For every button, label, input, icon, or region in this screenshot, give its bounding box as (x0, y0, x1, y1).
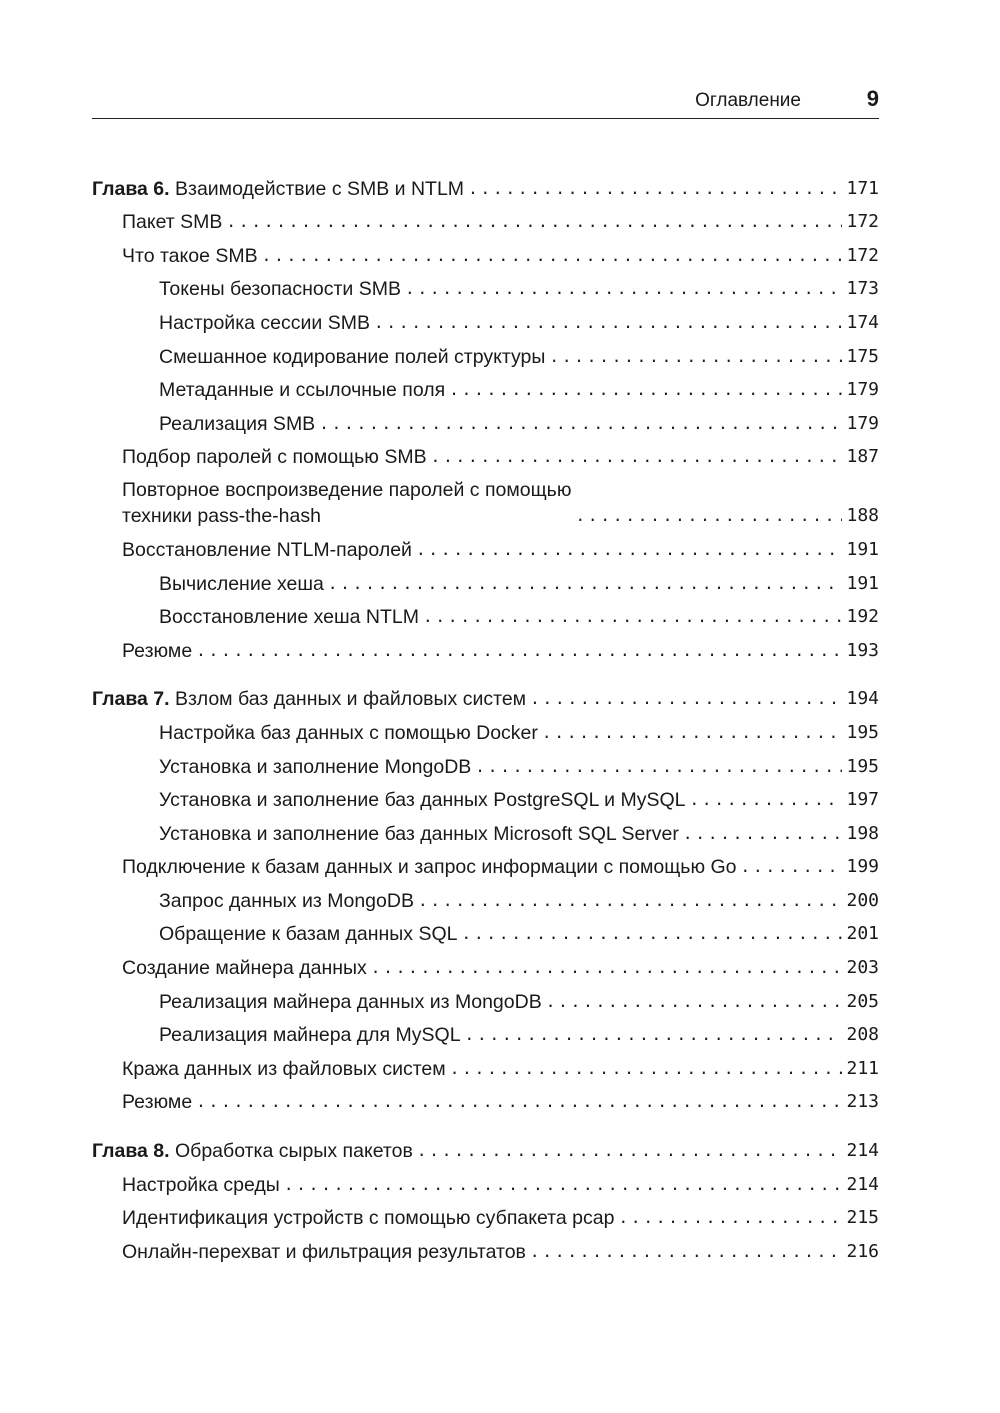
page-ref: 192 (846, 606, 879, 628)
leader-dots (416, 537, 843, 563)
entry-title: Резюме (122, 1091, 193, 1114)
page-ref: 193 (846, 639, 879, 661)
entry-title: Токены безопасности SMB (159, 278, 401, 301)
entry-title: Установка и заполнение баз данных PostgreSQL и MySQL (159, 789, 686, 812)
toc-entry[interactable] (92, 1050, 879, 1084)
toc-entry[interactable] (92, 849, 879, 883)
page-ref: 173 (846, 278, 879, 300)
chapter-title: Взаимодействие с SMB и NTLM (175, 177, 465, 200)
entry-title: Запрос данных из MongoDB (159, 889, 414, 912)
toc-entry[interactable] (92, 1017, 879, 1051)
page-ref: 191 (846, 538, 879, 560)
leader-dots (689, 787, 842, 813)
toc-entry[interactable] (92, 882, 879, 916)
page-ref: 216 (846, 1240, 879, 1262)
toc-chapter-6[interactable] (92, 170, 879, 204)
page-ref: 203 (846, 957, 879, 979)
leader-dots (196, 1089, 842, 1115)
toc-entry[interactable] (92, 237, 879, 271)
entry-title: Вычисление хеша (159, 572, 324, 595)
entry-title: Что такое SMB (122, 244, 258, 267)
leader-dots (546, 989, 843, 1015)
entry-title: Реализация майнера для MySQL (159, 1024, 461, 1047)
leader-dots (284, 1172, 843, 1198)
toc-entry[interactable] (92, 714, 879, 748)
toc-entry[interactable] (92, 372, 879, 406)
page-ref: 175 (846, 345, 879, 367)
table-of-contents (92, 170, 879, 1267)
page-ref: 213 (846, 1091, 879, 1113)
toc-entry[interactable] (92, 304, 879, 338)
entry-title: Настройка среды (122, 1173, 280, 1196)
toc-entry[interactable] (92, 338, 879, 372)
page-ref: 195 (846, 755, 879, 777)
page-ref: 214 (846, 1173, 879, 1195)
toc-entry[interactable] (92, 531, 879, 565)
page-ref: 171 (846, 177, 879, 199)
page-ref: 214 (846, 1140, 879, 1162)
leader-dots (226, 209, 842, 235)
chapter-label: Глава 8. (92, 1140, 170, 1163)
toc-entry[interactable] (92, 599, 879, 633)
chapter-label: Глава 6. (92, 177, 170, 200)
leader-dots (549, 344, 842, 370)
leader-dots (468, 176, 842, 202)
page-ref: 199 (846, 856, 879, 878)
entry-title: Смешанное кодирование полей структуры (159, 345, 546, 368)
toc-entry[interactable] (92, 1200, 879, 1234)
entry-title: Резюме (122, 639, 193, 662)
leader-dots (530, 686, 842, 712)
leader-dots (450, 1056, 843, 1082)
page-ref: 215 (846, 1207, 879, 1229)
leader-dots (575, 503, 842, 529)
page-ref: 174 (846, 311, 879, 333)
entry-title: Реализация SMB (159, 412, 316, 435)
chapter-title: Обработка сырых пакетов (175, 1140, 413, 1163)
page-ref: 208 (846, 1024, 879, 1046)
toc-entry[interactable] (92, 271, 879, 305)
entry-title: Настройка сессии SMB (159, 311, 370, 334)
page-ref: 205 (846, 990, 879, 1012)
page-ref: 172 (846, 211, 879, 233)
entry-title: Кража данных из файловых систем (122, 1057, 446, 1080)
toc-entry[interactable] (92, 1166, 879, 1200)
page-ref: 179 (846, 412, 879, 434)
page-ref: 188 (846, 505, 879, 527)
leader-dots (328, 571, 843, 597)
page-ref: 200 (846, 889, 879, 911)
toc-entry[interactable] (92, 472, 879, 531)
entry-title: Настройка баз данных с помощью Docker (159, 721, 538, 744)
leader-dots (405, 276, 843, 302)
chapter-spacer (92, 666, 879, 681)
toc-entry[interactable] (92, 439, 879, 473)
leader-dots (475, 754, 842, 780)
entry-title: Создание майнера данных (122, 957, 367, 980)
toc-entry[interactable] (92, 405, 879, 439)
toc-entry[interactable] (92, 916, 879, 950)
leader-dots (319, 411, 842, 437)
leader-dots (542, 720, 843, 746)
page-header (92, 84, 879, 119)
entry-title: Идентификация устройств с помощью субпакета pcap (122, 1207, 615, 1230)
toc-entry[interactable] (92, 815, 879, 849)
page-ref: 211 (846, 1057, 879, 1079)
leader-dots (462, 921, 843, 947)
page-ref: 197 (846, 789, 879, 811)
page-ref: 172 (846, 244, 879, 266)
entry-title: Онлайн-перехват и фильтрация результатов (122, 1240, 526, 1263)
leader-dots (683, 821, 843, 847)
leader-dots (449, 377, 842, 403)
page-ref: 191 (846, 572, 879, 594)
entry-title: Метаданные и ссылочные поля (159, 379, 446, 402)
page-ref: 194 (846, 688, 879, 710)
entry-title: Установка и заполнение MongoDB (159, 755, 472, 778)
entry-title: Обращение к базам данных SQL (159, 923, 458, 946)
entry-title: Пакет SMB (122, 211, 223, 234)
toc-entry[interactable] (92, 1233, 879, 1267)
leader-dots (417, 1138, 843, 1164)
page-ref: 198 (846, 822, 879, 844)
leader-dots (618, 1205, 842, 1231)
leader-dots (741, 854, 843, 880)
page-ref: 179 (846, 379, 879, 401)
running-title: Оглавление (695, 90, 801, 111)
page-ref: 187 (846, 446, 879, 468)
toc-entry[interactable] (92, 1084, 879, 1118)
leader-dots (423, 604, 843, 630)
toc-entry[interactable] (92, 782, 879, 816)
leader-dots (418, 888, 843, 914)
leader-dots (196, 638, 842, 664)
page-number: 9 (866, 86, 879, 111)
entry-title: Повторное воспроизведение паролей с помощью техники pass-the-hash (122, 479, 572, 528)
entry-title: Подключение к базам данных и запрос информации с помощью Go (122, 856, 737, 879)
leader-dots (374, 310, 843, 336)
entry-title: Восстановление хеша NTLM (159, 606, 419, 629)
entry-title: Восстановление NTLM-паролей (122, 538, 412, 561)
leader-dots (530, 1239, 843, 1265)
leader-dots (371, 955, 843, 981)
entry-title: Установка и заполнение баз данных Microsoft SQL Server (159, 822, 679, 845)
entry-title: Реализация майнера данных из MongoDB (159, 990, 542, 1013)
leader-dots (262, 243, 843, 269)
page-ref: 195 (846, 721, 879, 743)
leader-dots (431, 444, 843, 470)
toc-entry[interactable] (92, 983, 879, 1017)
toc-entry[interactable] (92, 204, 879, 238)
page-ref: 201 (846, 923, 879, 945)
toc-entry[interactable] (92, 632, 879, 666)
toc-chapter-7[interactable] (92, 681, 879, 715)
chapter-label: Глава 7. (92, 688, 170, 711)
toc-chapter-8[interactable] (92, 1132, 879, 1166)
leader-dots (465, 1022, 843, 1048)
toc-entry[interactable] (92, 949, 879, 983)
chapter-title: Взлом баз данных и файловых систем (175, 688, 527, 711)
toc-entry[interactable] (92, 748, 879, 782)
toc-entry[interactable] (92, 565, 879, 599)
chapter-spacer (92, 1117, 879, 1132)
entry-title: Подбор паролей с помощью SMB (122, 446, 427, 469)
